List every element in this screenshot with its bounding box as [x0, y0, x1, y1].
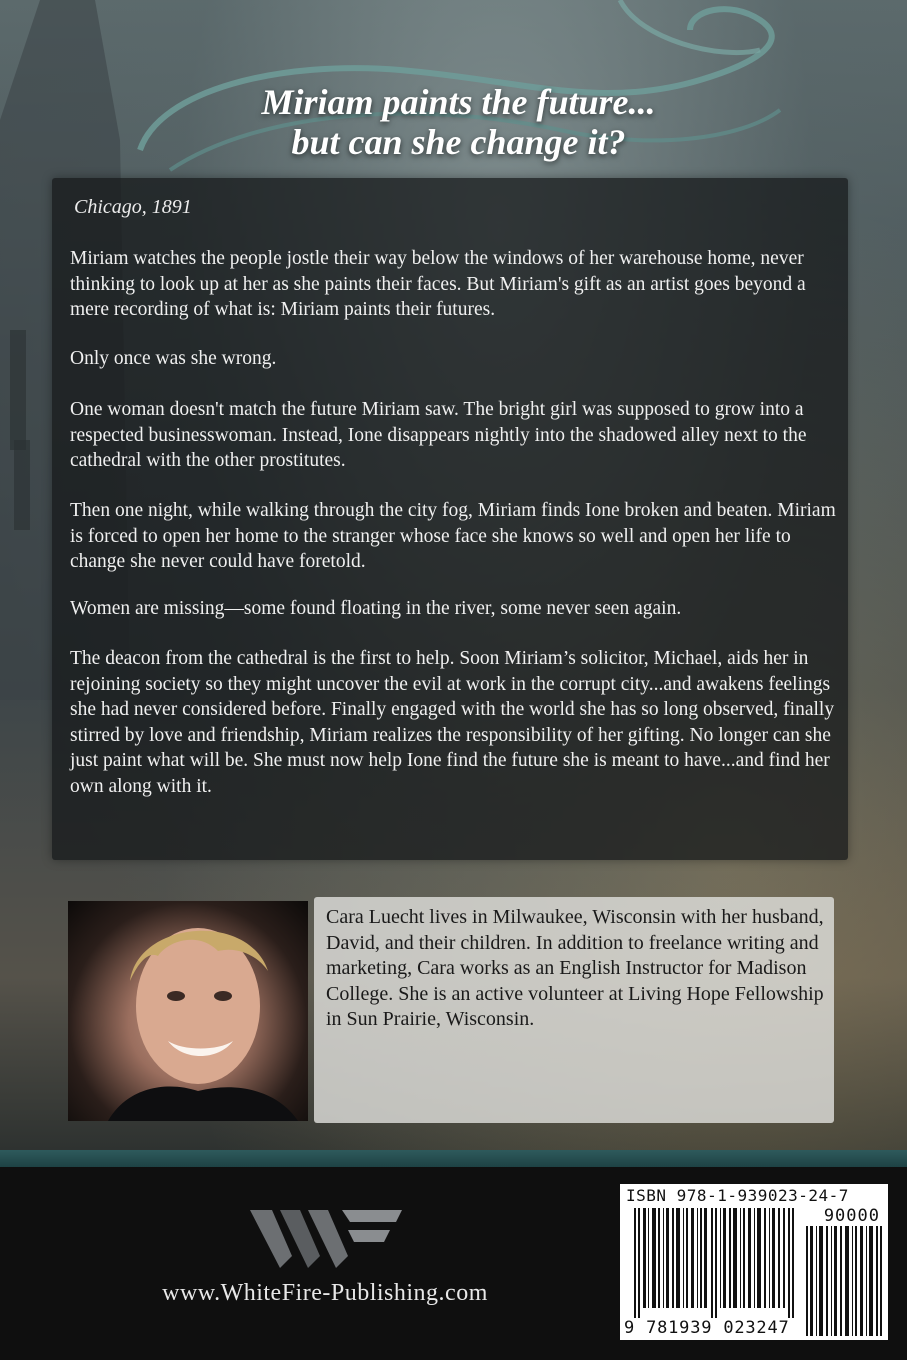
- author-bio: Cara Luecht lives in Milwaukee, Wisconsin with her husband, David, and their children. In addition to freelance writing and marketing, Cara works as an English Instructor for Madison College. She is an active volunteer at Living Hope Fellowship in Sun Prairie, Wisconsin.: [326, 906, 824, 1030]
- author-portrait-icon: [68, 901, 308, 1121]
- author-photo: [68, 901, 308, 1121]
- publisher-website-link[interactable]: www.WhiteFire-Publishing.com: [162, 1280, 488, 1306]
- synopsis-panel: [52, 178, 848, 860]
- tagline-line-2: but can she change it?: [291, 122, 626, 162]
- tagline-line-1: Miriam paints the future...: [261, 82, 656, 122]
- addon-barcode-icon: [806, 1226, 882, 1336]
- ean-digits: 9 781939 023247: [624, 1318, 790, 1338]
- dateline: Chicago, 1891: [74, 196, 192, 218]
- synopsis-paragraph: Only once was she wrong.: [70, 348, 277, 369]
- synopsis-paragraph: Women are missing—some found floating in the river, some never seen again.: [70, 598, 682, 619]
- whitefire-logo-icon: [250, 1208, 402, 1270]
- barcode-bars-icon: [634, 1208, 794, 1318]
- synopsis-paragraph: Miriam watches the people jostle their way below the windows of her warehouse home, never thinking to look up at her as she paints their faces. But Miriam's gift as an artist goes beyond a mere recording of what is: Miriam paints their futures.: [70, 248, 806, 320]
- synopsis-paragraph: Then one night, while walking through the city fog, Miriam finds Ione broken and beaten. Miriam is forced to open her home to the stranger whose face she knows so well and open her life to change she never could have foretold.: [70, 500, 836, 572]
- divider-band: [0, 1150, 907, 1167]
- author-bio-panel: [314, 897, 834, 1123]
- synopsis-paragraph: One woman doesn't match the future Miriam saw. The bright girl was supposed to grow into a respected businesswoman. Instead, Ione disappears nightly into the shadowed alley next to the cathedral with the other prostitutes.: [70, 399, 807, 471]
- isbn-label: ISBN 978-1-939023-24-7: [626, 1186, 849, 1205]
- synopsis-paragraph: The deacon from the cathedral is the first to help. Soon Miriam’s solicitor, Michael, aids her in rejoining society so they might uncover the evil at work in the corrupt city...and awakens feelings she had never considered before. Finally engaged with the world she has so long observed, finally stirred by love and friendship, Miriam realizes the responsibility of her gifting. No longer can she just paint what will be. She must now help Ione find the future she is meant to have...and find her own along with it.: [70, 648, 835, 797]
- isbn-barcode: [620, 1184, 888, 1340]
- price-code: 90000: [823, 1206, 880, 1226]
